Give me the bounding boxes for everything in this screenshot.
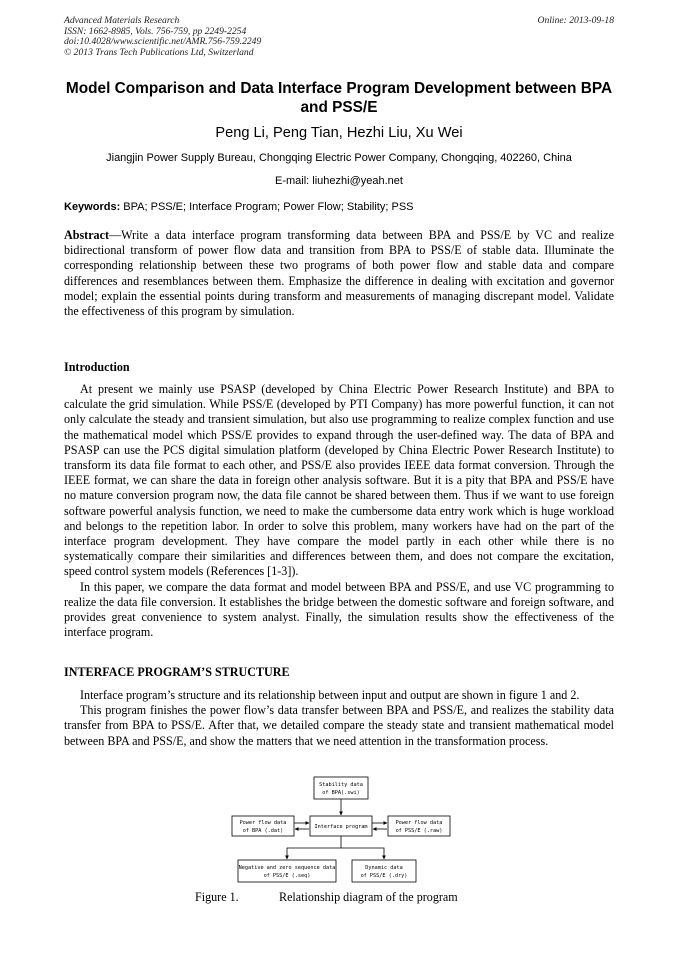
abstract-text: —Write a data interface program transforming data between BPA and PSS/E by VC and realize bidirectional transform of power flow data and transition from BPA to PSS/E of stable data. Illuminate the corresponding relationship between these two programs of both power flow and stable data and compare differences and resemblances between them. Emphasize the difference in dealing with excitation and governor model; explain the essential points during transform and measurements of managing discrepant model. Validate the effectiveness of this program by simulation. [64, 228, 614, 319]
paragraph: Interface program’s structure and its relationship between input and output are shown in figure 1 and 2. [80, 688, 580, 702]
label-dyn-2: of PSS/E (.dry) [360, 873, 408, 879]
paragraph: In this paper, we compare the data format and model between BPA and PSS/E, and use VC programming to realize the data file conversion. It establishes the bridge between the domestic software and foreign software, and provides great convenience to system analyst. Finally, the simulation results show the effectiveness of the interface program. [64, 579, 614, 640]
label-pss-flow-2: of PSS/E (.raw) [395, 828, 443, 834]
figure-1-diagram [228, 776, 452, 886]
abstract-label: Abstract [64, 228, 110, 242]
introduction-body [64, 382, 614, 640]
keywords-label: Keywords: [64, 201, 121, 213]
doi-line: doi:10.4028/www.scientific.net/AMR.756-759.2249 [64, 36, 262, 48]
paragraph: This program finishes the power flow’s data transfer between BPA and PSS/E, and realizes the stability data transfer from BPA to PSS/E. After that, we detailed compare the steady state and transient mathematical model between BPA and PSS/E, and show the matters that we need attention in the transformation process. [64, 703, 614, 748]
label-seq-1: Negative and zero sequence data [238, 865, 336, 871]
label-dyn-1: Dynamic data [365, 865, 403, 871]
copyright-line: © 2013 Trans Tech Publications Ltd, Switzerland [64, 46, 254, 58]
label-pss-flow-1: Power flow data [395, 820, 443, 826]
label-bpa-flow-1: Power flow data [239, 820, 287, 826]
author-list: Peng Li, Peng Tian, Hezhi Liu, Xu Wei [215, 125, 463, 141]
figure-number: Figure 1. [195, 890, 239, 904]
section-heading-introduction: Introduction [64, 360, 130, 374]
label-stability-1: Stability data [319, 782, 363, 788]
label-stability-2: of BPA(.swi) [322, 790, 360, 796]
author-email: E-mail: liuhezhi@yeah.net [275, 175, 403, 187]
section-heading-structure: INTERFACE PROGRAM’S STRUCTURE [64, 665, 290, 679]
label-bpa-flow-2: of BPA (.dat) [242, 828, 284, 834]
paper-title: Model Comparison and Data Interface Program Development between BPA and PSS/E [65, 80, 613, 116]
label-interface: Interface program [314, 824, 368, 830]
connector-interface-down [287, 836, 341, 859]
journal-name: Advanced Materials Research [64, 15, 180, 26]
online-date: Online: 2013-09-18 [537, 15, 614, 26]
connector-interface-dynamic [341, 848, 384, 859]
figure-caption-text: Relationship diagram of the program [279, 890, 458, 904]
issn-line: ISSN: 1662-8985, Vols. 756-759, pp 2249-2254 [64, 25, 247, 37]
label-seq-2: of PSS/E (.seq) [263, 873, 311, 879]
abstract [64, 228, 614, 319]
journal-header [64, 16, 261, 58]
keywords-text: BPA; PSS/E; Interface Program; Power Flow; Stability; PSS [120, 201, 414, 213]
structure-body [64, 688, 614, 749]
affiliation: Jiangjin Power Supply Bureau, Chongqing Electric Power Company, Chongqing, 402260, China [106, 152, 572, 164]
keywords [64, 200, 614, 214]
paragraph: At present we mainly use PSASP (developed by China Electric Power Research Institute) and BPA to calculate the grid simulation. While PSS/E (developed by PTI Company) has more powerful function, it can not only calculate the steady and transient simulation, but also use programming to realize complex function and use the mathematical model which PSS/E provides to expand through the user-defined way. The data of BPA and PSASP can use the PCS digital simulation platform (developed by China Electric Power Research Institute) to transform its data file format to each other, and PSS/E also provides IEEE data format conversion. Through the IEEE format, we can share the data in foreign other analysis software. But it is a pity that BPA and PSS/E have no mature conversion program now, the data file cannot be shared between them. Thus if we want to use foreign software powerful analysis function, we need to make the cumbersome data entry work which is huge workload and belongs to the repetition labor. In order to solve this problem, many workers have had on the part of the interface program development. They have compare the model partly in each other while there is no systematically compare their similarities and differences between them, and does not compare the excitation, speed control system models (References [1-3]). [64, 382, 614, 579]
figure-1-caption [195, 890, 458, 904]
